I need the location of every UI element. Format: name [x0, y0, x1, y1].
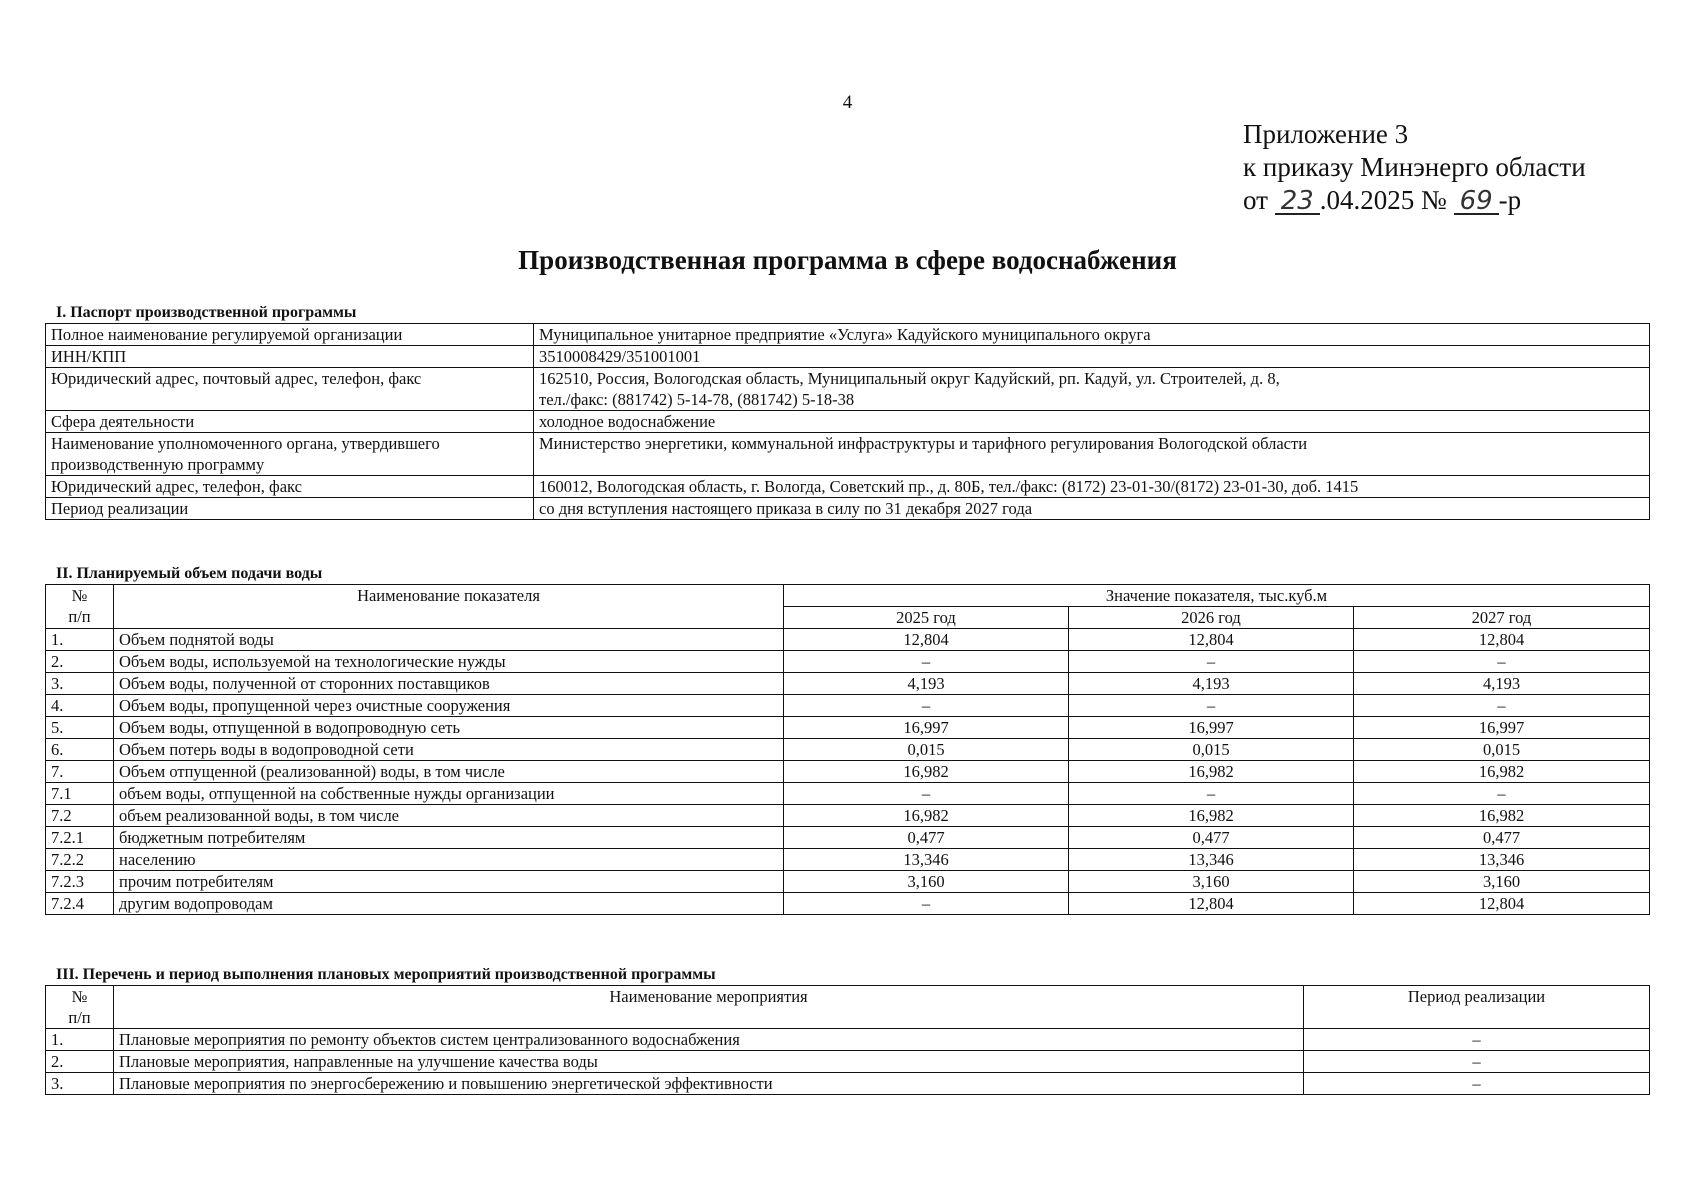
measure-name: Плановые мероприятия, направленные на улучшение качества воды [114, 1051, 1304, 1073]
measure-name: Плановые мероприятия по энергосбережению и повышению энергетической эффективности [114, 1073, 1304, 1095]
passport-value-line: 162510, Россия, Вологодская область, Муниципальный округ Кадуйский, рп. Кадуй, ул. Строителей, д. 8, [539, 369, 1280, 388]
appendix-line-2: к приказу Минэнерго области [1243, 152, 1586, 182]
value-2027: 12,804 [1354, 893, 1650, 915]
row-number: 7.1 [46, 783, 114, 805]
row-number: 1. [46, 1029, 114, 1051]
table-row [46, 673, 1650, 695]
table-row [46, 433, 1650, 476]
table-header-row [46, 986, 1650, 1029]
value-2026: 16,982 [1069, 761, 1354, 783]
row-number: 7.2 [46, 805, 114, 827]
passport-label: Юридический адрес, телефон, факс [46, 476, 534, 498]
row-number: 2. [46, 1051, 114, 1073]
passport-value: 160012, Вологодская область, г. Вологда, Советский пр., д. 80Б, тел./факс: (8172) 23-01-30/(8172) 23-01-30, доб. 1415 [534, 476, 1650, 498]
passport-value: со дня вступления настоящего приказа в силу по 31 декабря 2027 года [534, 498, 1650, 520]
value-2026: – [1069, 695, 1354, 717]
header-no [46, 585, 114, 629]
table-row [46, 629, 1650, 651]
passport-value: Министерство энергетики, коммунальной инфраструктуры и тарифного регулирования Вологодской области [534, 433, 1650, 476]
handwritten-day: 23 [1275, 189, 1320, 215]
header-year: 2025 год [784, 607, 1069, 629]
value-2027: – [1354, 695, 1650, 717]
value-2027: 16,982 [1354, 805, 1650, 827]
indicator-name: прочим потребителям [114, 871, 784, 893]
value-2025: 16,982 [784, 805, 1069, 827]
row-number: 7.2.2 [46, 849, 114, 871]
value-2027: – [1354, 651, 1650, 673]
value-2027: 16,982 [1354, 761, 1650, 783]
section-1-title: I. Паспорт производственной программы [56, 304, 357, 321]
appendix-line-3 [1243, 184, 1586, 217]
header-year: 2027 год [1354, 607, 1650, 629]
passport-table [45, 323, 1650, 520]
row-number: 4. [46, 695, 114, 717]
indicator-name: Объем воды, пропущенной через очистные сооружения [114, 695, 784, 717]
indicator-name: объем воды, отпущенной на собственные нужды организации [114, 783, 784, 805]
appendix-number-suffix: -р [1498, 185, 1522, 215]
passport-value: Муниципальное унитарное предприятие «Услуга» Кадуйского муниципального округа [534, 324, 1650, 346]
header-no-line: п/п [68, 1008, 91, 1027]
table-row [46, 368, 1650, 411]
header-indicator: Наименование показателя [114, 585, 784, 629]
passport-label: Сфера деятельности [46, 411, 534, 433]
value-2025: 0,015 [784, 739, 1069, 761]
row-number: 2. [46, 651, 114, 673]
table-row [46, 827, 1650, 849]
value-2026: 3,160 [1069, 871, 1354, 893]
measure-period: – [1304, 1073, 1650, 1095]
value-2025: 13,346 [784, 849, 1069, 871]
value-2025: 3,160 [784, 871, 1069, 893]
table-row [46, 1029, 1650, 1051]
volume-table-body [46, 629, 1650, 915]
indicator-name: бюджетным потребителям [114, 827, 784, 849]
value-2026: – [1069, 651, 1354, 673]
value-2026: 0,477 [1069, 827, 1354, 849]
value-2025: 16,997 [784, 717, 1069, 739]
passport-label: Юридический адрес, почтовый адрес, телефон, факс [46, 368, 534, 411]
value-2026: 12,804 [1069, 629, 1354, 651]
value-2025: 12,804 [784, 629, 1069, 651]
passport-label [46, 433, 534, 476]
appendix-date-prefix: от [1243, 185, 1268, 215]
value-2026: 4,193 [1069, 673, 1354, 695]
value-2027: 0,477 [1354, 827, 1650, 849]
value-2027: 0,015 [1354, 739, 1650, 761]
measure-period: – [1304, 1051, 1650, 1073]
header-period: Период реализации [1304, 986, 1650, 1029]
value-2027: 3,160 [1354, 871, 1650, 893]
table-row [46, 476, 1650, 498]
value-2027: – [1354, 783, 1650, 805]
measure-name: Плановые мероприятия по ремонту объектов систем централизованного водоснабжения [114, 1029, 1304, 1051]
appendix-date-rest: .04.2025 № [1319, 185, 1447, 215]
passport-label: Период реализации [46, 498, 534, 520]
section-3-title: III. Перечень и период выполнения плановых мероприятий производственной программы [56, 966, 716, 983]
value-2026: 13,346 [1069, 849, 1354, 871]
appendix-block [1243, 118, 1586, 217]
header-values: Значение показателя, тыс.куб.м [784, 585, 1650, 607]
row-number: 7.2.4 [46, 893, 114, 915]
value-2025: – [784, 695, 1069, 717]
indicator-name: другим водопроводам [114, 893, 784, 915]
value-2027: 4,193 [1354, 673, 1650, 695]
row-number: 3. [46, 1073, 114, 1095]
value-2025: 0,477 [784, 827, 1069, 849]
value-2026: – [1069, 783, 1354, 805]
value-2026: 16,982 [1069, 805, 1354, 827]
row-number: 1. [46, 629, 114, 651]
table-row [46, 695, 1650, 717]
handwritten-number: 69 [1454, 189, 1499, 215]
table-row [46, 1073, 1650, 1095]
table-row [46, 324, 1650, 346]
value-2025: 4,193 [784, 673, 1069, 695]
passport-value: холодное водоснабжение [534, 411, 1650, 433]
table-row [46, 893, 1650, 915]
table-row [46, 849, 1650, 871]
passport-label: ИНН/КПП [46, 346, 534, 368]
indicator-name: Объем воды, отпущенной в водопроводную сеть [114, 717, 784, 739]
table-row [46, 739, 1650, 761]
table-row [46, 498, 1650, 520]
passport-label-line: производственную программу [51, 455, 265, 474]
header-no-line: п/п [68, 607, 91, 626]
indicator-name: Объем поднятой воды [114, 629, 784, 651]
table-row [46, 717, 1650, 739]
value-2026: 0,015 [1069, 739, 1354, 761]
table-row [46, 411, 1650, 433]
table-row [46, 871, 1650, 893]
passport-label: Полное наименование регулируемой организации [46, 324, 534, 346]
indicator-name: Объем воды, используемой на технологические нужды [114, 651, 784, 673]
value-2027: 12,804 [1354, 629, 1650, 651]
passport-value: 3510008429/351001001 [534, 346, 1650, 368]
page-number: 4 [842, 92, 853, 113]
row-number: 7. [46, 761, 114, 783]
header-no-line: № [71, 586, 88, 605]
table-row [46, 346, 1650, 368]
header-no [46, 986, 114, 1029]
row-number: 5. [46, 717, 114, 739]
value-2026: 16,997 [1069, 717, 1354, 739]
table-row [46, 805, 1650, 827]
value-2027: 16,997 [1354, 717, 1650, 739]
value-2027: 13,346 [1354, 849, 1650, 871]
table-row [46, 783, 1650, 805]
table-row [46, 761, 1650, 783]
header-no-line: № [71, 987, 88, 1006]
value-2025: 16,982 [784, 761, 1069, 783]
table-row [46, 651, 1650, 673]
value-2026: 12,804 [1069, 893, 1354, 915]
indicator-name: Объем потерь воды в водопроводной сети [114, 739, 784, 761]
measures-table [45, 985, 1650, 1095]
table-header-row [46, 585, 1650, 607]
water-volume-table [45, 584, 1650, 915]
measure-period: – [1304, 1029, 1650, 1051]
measures-table-body [46, 1029, 1650, 1095]
indicator-name: населению [114, 849, 784, 871]
document-title: Производственная программа в сфере водоснабжения [518, 245, 1177, 275]
passport-label-line: Наименование уполномоченного органа, утвердившего [51, 434, 440, 453]
indicator-name: Объем воды, полученной от сторонних поставщиков [114, 673, 784, 695]
table-row [46, 1051, 1650, 1073]
row-number: 6. [46, 739, 114, 761]
row-number: 7.2.3 [46, 871, 114, 893]
section-2-title: II. Планируемый объем подачи воды [56, 565, 323, 582]
row-number: 3. [46, 673, 114, 695]
value-2025: – [784, 783, 1069, 805]
value-2025: – [784, 651, 1069, 673]
header-year: 2026 год [1069, 607, 1354, 629]
indicator-name: объем реализованной воды, в том числе [114, 805, 784, 827]
value-2025: – [784, 893, 1069, 915]
appendix-line-1: Приложение 3 [1243, 119, 1409, 149]
passport-value [534, 368, 1650, 411]
row-number: 7.2.1 [46, 827, 114, 849]
passport-value-line: тел./факс: (881742) 5-14-78, (881742) 5-18-38 [539, 390, 855, 409]
indicator-name: Объем отпущенной (реализованной) воды, в том числе [114, 761, 784, 783]
header-measure: Наименование мероприятия [114, 986, 1304, 1029]
